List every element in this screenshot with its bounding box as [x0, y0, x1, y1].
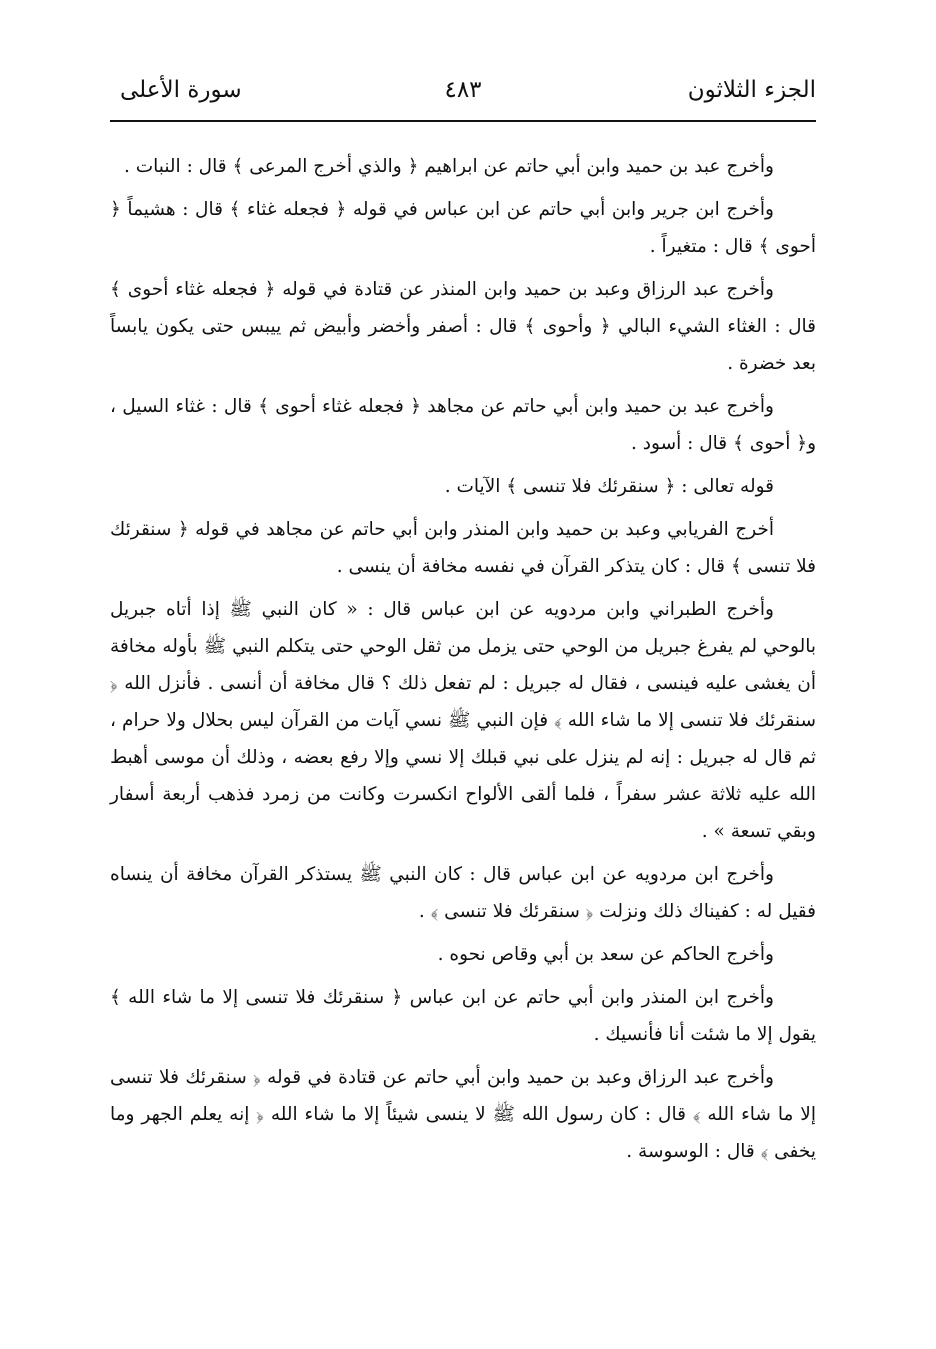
page-number: ٤٨٣: [444, 77, 482, 103]
paragraph: وأخرج ابن جرير وابن أبي حاتم عن ابن عباس في قوله ﴿ فجعله غثاء ﴾ قال : هشيماً ﴿ أحوى ﴾ قال : متغيراً .: [110, 199, 816, 257]
surah-title: سورة الأعلى: [120, 77, 242, 103]
page-header: [110, 72, 816, 116]
paragraph: وأخرج الطبراني وابن مردويه عن ابن عباس قال : « كان النبي ﷺ إذا أتاه جبريل بالوحي لم يفرغ جبريل من الوحي حتى يزمل من ثقل الوحي حتى يتكلم النبي ﷺ بأوله مخافة أن يغشى عليه فينسى ، فقال له جبريل : لم تفعل ذلك ؟ قال مخافة أن أنسى . فأنزل الله ﴿ سنقرئك فلا تنسى إلا ما شاء الله ﴾ فإن النبي ﷺ نسي آيات من القرآن ليس بحلال ولا حرام ، ثم قال له جبريل : إنه لم ينزل على نبي قبلك إلا نسي وإلا رفع بعضه ، وذلك أن موسى أهبط الله عليه ثلاثة عشر سفراً ، فلما ألقى الألواح انكسرت وكانت من زمرد فذهب أربعة أسفار وبقي تسعة » .: [110, 599, 816, 842]
paragraph: وأخرج ابن مردويه عن ابن عباس قال : كان النبي ﷺ يستذكر القرآن مخافة أن ينساه فقيل له : كفيناك ذلك ونزلت ﴿ سنقرئك فلا تنسى ﴾ .: [110, 864, 816, 922]
paragraph: وأخرج عبد الرزاق وعبد بن حميد وابن المنذر عن قتادة في قوله ﴿ فجعله غثاء أحوى ﴾ قال : الغثاء الشيء البالي ﴿ وأحوى ﴾ قال : أصفر وأخضر وأبيض ثم ييبس حتى يكون يابساً بعد خضرة .: [110, 279, 816, 374]
paragraph: قوله تعالى : ﴿ سنقرئك فلا تنسى ﴾ الآيات .: [444, 476, 774, 497]
part-title: الجزء الثلاثون: [687, 77, 816, 103]
paragraph: وأخرج عبد بن حميد وابن أبي حاتم عن مجاهد ﴿ فجعله غثاء أحوى ﴾ قال : غثاء السيل ، و﴿ أحوى ﴾ قال : أسود .: [110, 396, 816, 454]
page-body: [110, 148, 816, 1176]
paragraph: أخرج الفريابي وعبد بن حميد وابن المنذر وابن أبي حاتم عن مجاهد في قوله ﴿ سنقرئك فلا تنسى ﴾ قال : كان يتذكر القرآن في نفسه مخافة أن ينسى .: [110, 519, 816, 577]
paragraph: وأخرج عبد بن حميد وابن أبي حاتم عن ابراهيم ﴿ والذي أخرج المرعى ﴾ قال : النبات .: [123, 156, 774, 177]
paragraph: وأخرج عبد الرزاق وعبد بن حميد وابن أبي حاتم عن قتادة في قوله ﴿ سنقرئك فلا تنسى إلا ما شاء الله ﴾ قال : كان رسول الله ﷺ لا ينسى شيئاً إلا ما شاء الله ﴿ إنه يعلم الجهر وما يخفى ﴾ قال : الوسوسة .: [110, 1067, 816, 1162]
paragraph: وأخرج الحاكم عن سعد بن أبي وقاص نحوه .: [437, 944, 774, 965]
header-divider: [110, 120, 816, 122]
paragraph: وأخرج ابن المنذر وابن أبي حاتم عن ابن عباس ﴿ سنقرئك فلا تنسى إلا ما شاء الله ﴾ يقول إلا ما شئت أنا فأنسيك .: [110, 987, 816, 1045]
